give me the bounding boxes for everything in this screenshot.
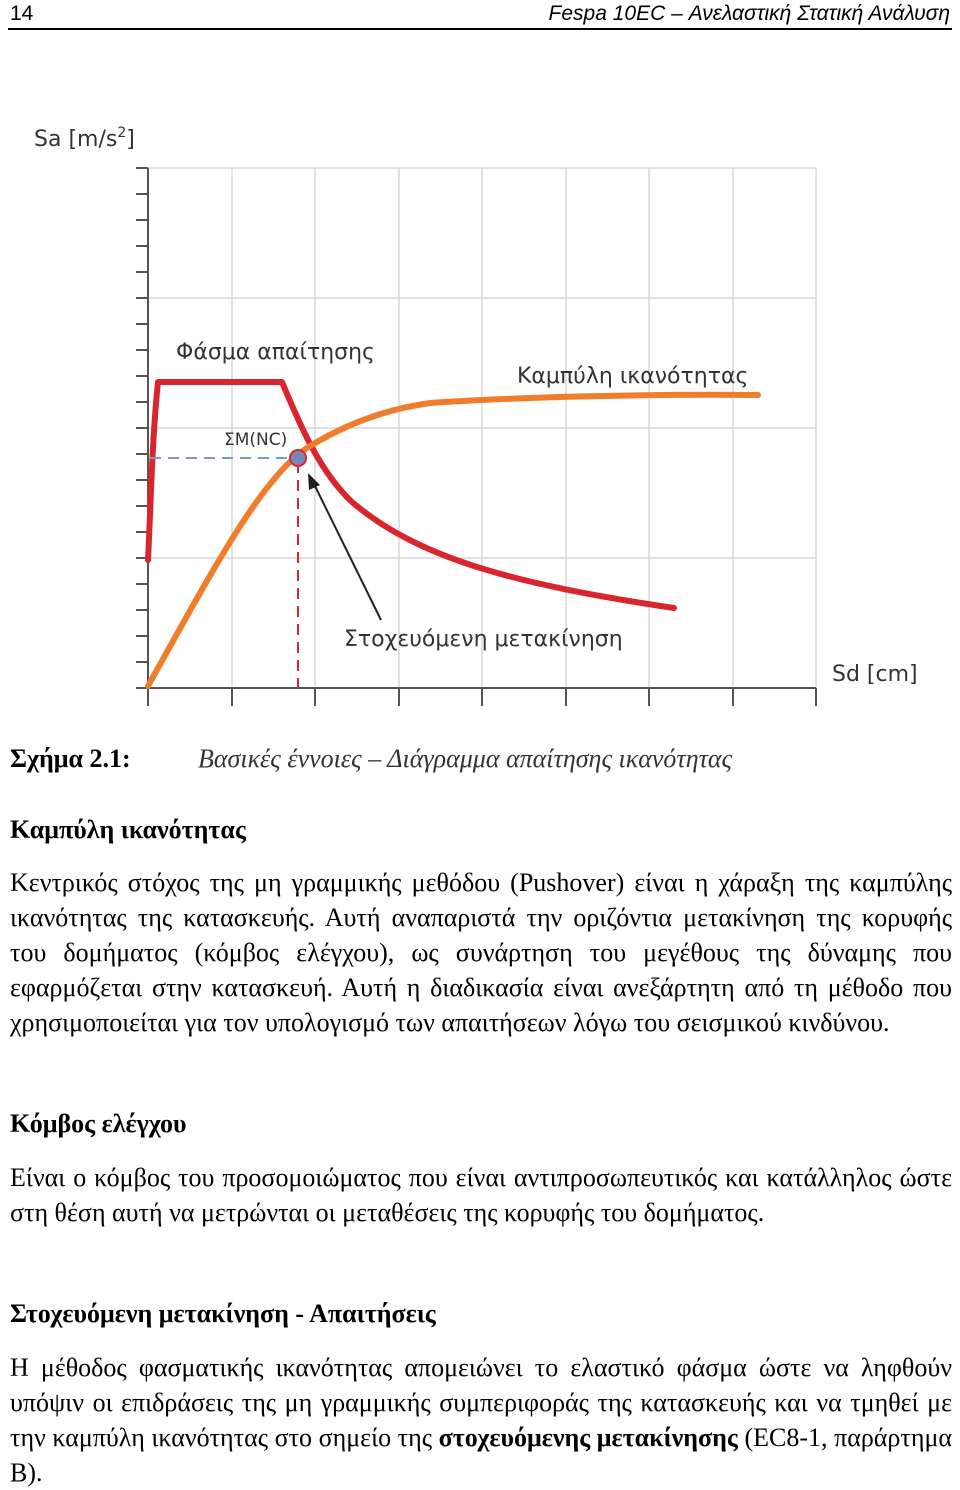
page-header: [8, 0, 952, 30]
performance-point-label: ΣΜ(NC): [224, 430, 288, 450]
x-axis-label: Sd [cm]: [832, 662, 918, 687]
bold-term: στοχευόμενης μετακίνησης: [438, 1423, 738, 1452]
paragraph-capacity-curve: Κεντρικός στόχος της μη γραμμικής μεθόδου (Pushover) είναι η χάραξη της καμπύλης ικανότητας της κατασκευής. Αυτή αναπαριστά την οριζόντια μετακίνηση της κορυφής του δομήματος (κόμβος ελέγχου), ως συνάρτηση του μεγέθους της δύναμης που εφαρμόζεται στην κατασκευή. Αυτή η διαδικασία είναι ανεξάρτητη από τη μέθοδο που χρησιμοποιείται για τον υπολογισμό των απαιτήσεων λόγω του σεισμικού κινδύνου.: [10, 868, 952, 1037]
section-heading-capacity-curve: Καμπύλη ικανότητας: [10, 815, 246, 844]
x-axis-ticks: [148, 688, 816, 706]
demand-spectrum-label: Φάσμα απαίτησης: [176, 340, 375, 365]
paragraph-target-displacement: [10, 1350, 952, 1490]
caption-text: Βασικές έννοιες – Διάγραμμα απαίτησης ικανότητας: [198, 744, 733, 773]
section-heading-control-node: Κόμβος ελέγχου: [10, 1109, 187, 1138]
page-number: 14: [10, 2, 34, 25]
paragraph-text-end: (EC8-1, παράρτημα Β).: [10, 1423, 953, 1487]
running-title: Fespa 10EC – Ανελαστική Στατική Ανάλυση: [548, 2, 950, 25]
demand-spectrum-curve: [148, 382, 674, 608]
target-displacement-label: Στοχευόμενη μετακίνηση: [344, 627, 623, 652]
y-axis-label: Sa $[m/s^2]$: [34, 125, 135, 152]
y-axis-ticks: [136, 168, 148, 688]
performance-point-marker: [290, 450, 306, 466]
x-axis: [136, 688, 816, 706]
grid: [148, 168, 816, 688]
capacity-curve-label: Καμπύλη ικανότητας: [517, 364, 749, 389]
paragraph-text: Η μέθοδος φασματικής ικανότητας απομειώνει το ελαστικό φάσμα ώστε να ληφθούν υπόψιν οι επιδράσεις της μη γραμμικής συμπεριφοράς της κατασκευής και να τμηθεί με την καμπύλη ικανότητας στο σημείο της: [10, 1353, 952, 1452]
section-heading-target-displacement: Στοχευόμενη μετακίνηση - Απαιτήσεις: [10, 1299, 436, 1328]
capacity-demand-diagram: [0, 100, 960, 710]
caption-label: Σχήμα 2.1:: [10, 744, 131, 773]
y-axis: [136, 168, 148, 688]
paragraph-control-node: Είναι ο κόμβος του προσομοιώματος που είναι αντιπροσωπευτικός και κατάλληλος ώστε στη θέση αυτή να μετρώνται οι μεταθέσεις της κορυφής του δομήματος.: [10, 1163, 952, 1227]
